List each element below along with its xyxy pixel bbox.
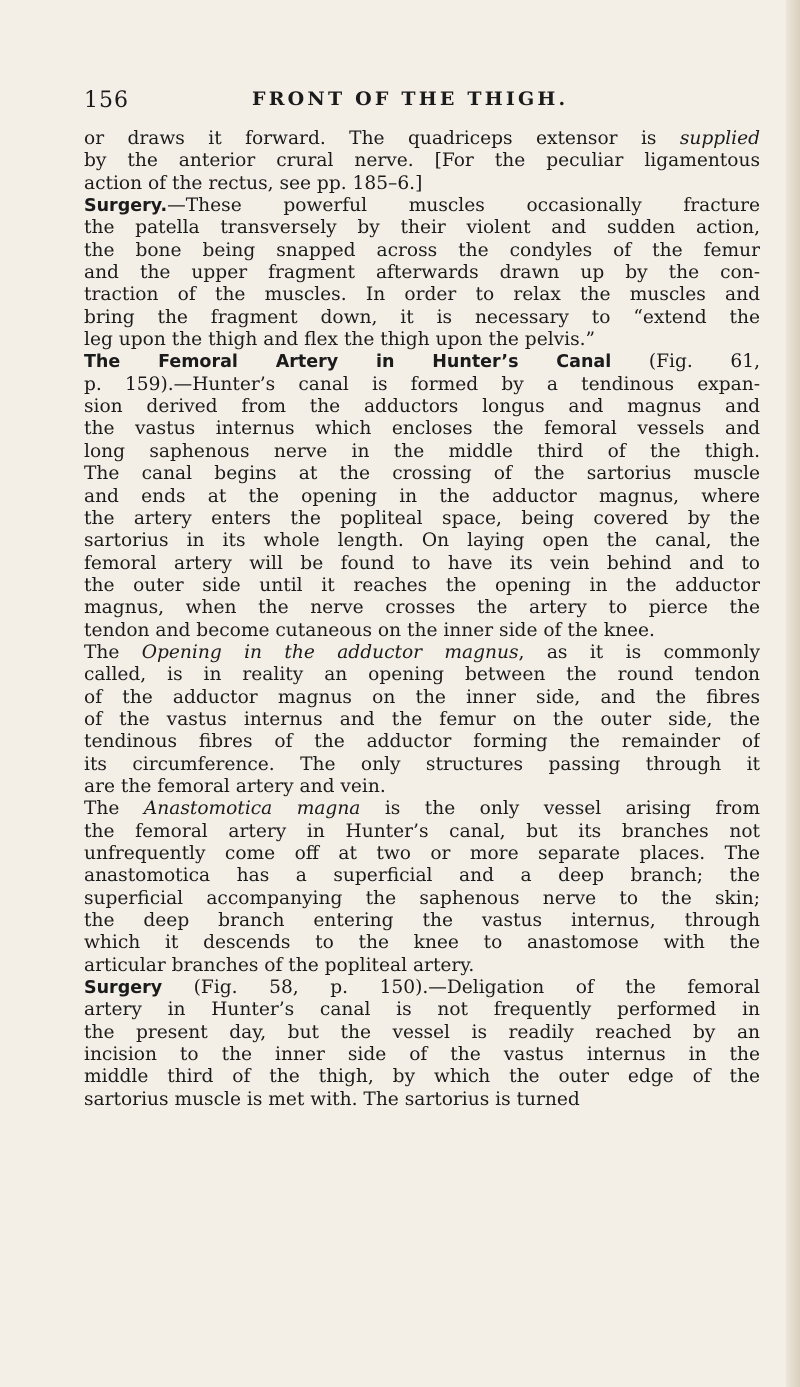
text-line [84,1022,760,1044]
text-line [84,374,760,396]
text-run: the outer side until it reaches the opening in the adductor [84,574,760,596]
text-run: middle third of the thigh, by which the outer edge of the [84,1066,760,1088]
running-head: FRONT OF THE THIGH. [252,88,569,110]
text-run: The [84,798,144,820]
text-run: —These powerful muscles occasionally fracture [167,195,760,217]
text-run: unfrequently come off at two or more separate places. The [84,843,760,864]
section-heading: Surgery [84,978,163,999]
text-line [84,575,760,597]
text-line [84,284,760,306]
text-run: magnus, when the nerve crosses the artery to pierce the [84,597,760,619]
text-run: long saphenous nerve in the middle third of the thigh. [84,440,760,462]
text-line [84,776,760,798]
text-line [84,418,760,440]
text-run: action of the rectus, see pp. 185–6.] [84,172,423,194]
text-run: of the adductor magnus on the inner side, and the fibres [84,686,760,708]
text-line [84,217,760,239]
text-run: its circumference. The only structures passing through it [84,753,760,775]
text-line [84,754,760,776]
text-line [84,128,760,150]
text-run: the present day, but the vessel is readily reached by an [84,1021,760,1043]
text-run: of the vastus internus and the femur on the outer side, the [84,708,760,730]
text-run: the deep branch entering the vastus internus, through [84,910,760,932]
text-line [84,553,760,575]
text-line [84,329,760,351]
text-line [84,195,760,217]
text-line [84,508,760,530]
page-header [84,88,774,118]
text-line [84,932,760,954]
text-line [84,910,760,932]
text-line [84,150,760,172]
text-line [84,597,760,619]
text-run: incision to the inner side of the vastus internus in the [84,1044,760,1066]
text-run: p. 159).—Hunter’s canal is formed by a tendinous expan- [84,373,760,395]
text-run: the vastus internus which encloses the femoral vessels and [84,418,760,440]
text-line [84,530,760,552]
text-line [84,731,760,753]
text-run: (Fig. 61, [611,351,760,373]
text-run: The canal begins at the crossing of the sartorius muscle [84,463,760,485]
text-line [84,262,760,284]
text-run: which it descends to the knee to anastomose with the [84,932,760,954]
text-run: femoral artery will be found to have its vein behind and to [84,552,760,574]
page-number: 156 [84,88,129,113]
text-line [84,441,760,463]
text-run: the patella transversely by their violent and sudden action, [84,217,760,239]
text-run: and the upper fragment afterwards drawn up by the con- [84,262,760,284]
text-run: sion derived from the adductors longus and magnus and [84,396,760,418]
text-run: leg upon the thigh and flex the thigh upon the pelvis.” [84,329,596,351]
text-run: (Fig. 58, p. 150).—Deligation of the femoral [162,977,760,999]
text-run: is the only vessel arising from [360,798,760,820]
text-run: the artery enters the popliteal space, being covered by the [84,507,760,529]
text-run: sartorius in its whole length. On laying open the canal, the [84,530,760,552]
text-run: bring the fragment down, it is necessary to “extend the [84,306,760,328]
text-run: , as it is commonly [518,641,760,663]
text-run: tendinous fibres of the adductor forming the remainder of [84,731,760,753]
italic-term: supplied [679,128,760,149]
text-run: the femoral artery in Hunter’s canal, but its branches not [84,820,760,842]
text-line [84,642,760,664]
italic-term: Opening in the adductor magnus [141,641,519,663]
text-run: or draws it forward. The quadriceps extensor is [84,128,680,149]
text-line [84,173,760,195]
body-text [84,128,760,1111]
text-line [84,396,760,418]
text-line [84,486,760,508]
text-run: anastomotica has a superficial and a deep branch; the [84,865,760,887]
text-line [84,888,760,910]
text-line [84,999,760,1021]
text-line [84,865,760,887]
text-line [84,664,760,686]
text-run: The [84,641,142,663]
text-line [84,351,760,373]
text-run: superficial accompanying the saphenous nerve to the skin; [84,887,760,909]
text-run: traction of the muscles. In order to relax the muscles and [84,284,760,306]
text-run: artery in Hunter’s canal is not frequently performed in [84,999,760,1021]
italic-term: Anastomotica magna [143,798,361,820]
text-line [84,1066,760,1088]
section-heading: Surgery. [84,196,168,217]
text-run: are the femoral artery and vein. [84,775,386,797]
text-run: the bone being snapped across the condyles of the femur [84,239,760,261]
text-run: sartorius muscle is met with. The sartorius is turned [84,1088,580,1110]
text-line [84,843,760,865]
text-line [84,620,760,642]
text-run: called, is in reality an opening between the round tendon [84,664,760,686]
text-line [84,821,760,843]
text-run: and ends at the opening in the adductor magnus, where [84,485,760,507]
text-line [84,463,760,485]
text-line [84,977,760,999]
text-line [84,240,760,262]
text-run: by the anterior crural nerve. [For the peculiar ligamentous [84,150,760,172]
section-heading: The Femoral Artery in Hunter’s Canal [84,352,612,373]
text-line [84,687,760,709]
text-line [84,709,760,731]
text-run: tendon and become cutaneous on the inner side of the knee. [84,619,655,641]
text-line [84,307,760,329]
text-line [84,798,760,820]
page-edge-shadow [786,0,800,1387]
text-run: articular branches of the popliteal artery. [84,954,475,976]
text-line [84,1044,760,1066]
text-line [84,1089,760,1111]
text-line [84,955,760,977]
